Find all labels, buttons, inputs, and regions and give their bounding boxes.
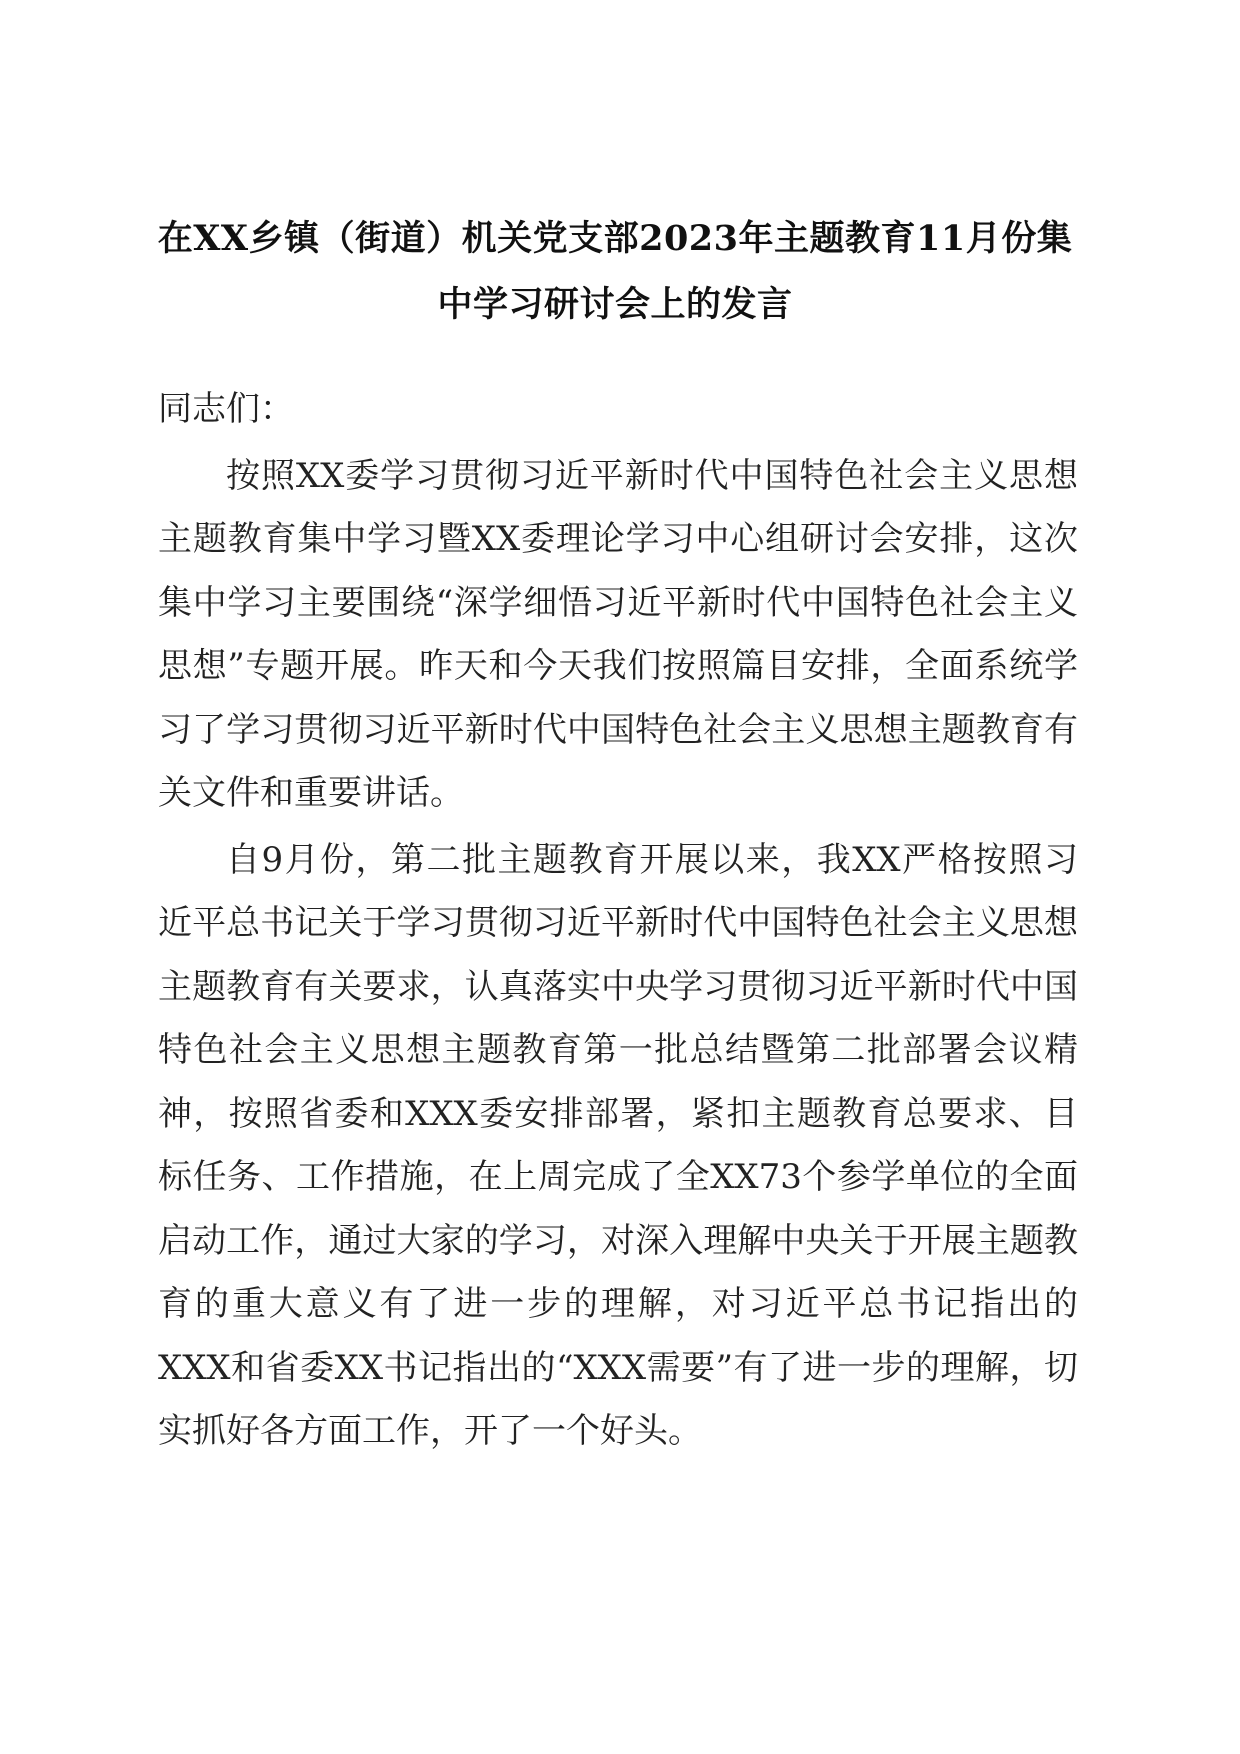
paragraph-2: 自9月份，第二批主题教育开展以来，我XX严格按照习近平总书记关于学习贯彻习近平新时代中国特色社会主义思想主题教育有关要求，认真落实中央学习贯彻习近平新时代中国特色社会主义思想主题教育第一批总结暨第二批部署会议精神，按照省委和XXX委安排部署，紧扣主题教育总要求、目标任务、工作措施，在上周完成了全XX73个参学单位的全面启动工作，通过大家的学习，对深入理解中央关于开展主题教育的重大意义有了进一步的理解，对习近平总书记指出的XXX和省委XX书记指出的“XXX需要”有了进一步的理解，切实抓好各方面工作，开了一个好头。 [158,839,1078,1451]
document-title: 在XX乡镇（街道）机关党支部2023年主题教育11月份集中学习研讨会上的发言 [157,218,1073,325]
salutation: 同志们： [158,389,294,429]
paragraph-1: 按照XX委学习贯彻习近平新时代中国特色社会主义思想主题教育集中学习暨XX委理论学习中心组研讨会安排，这次集中学习主要围绕“深学细悟习近平新时代中国特色社会主义思想”专题开展。昨天和今天我们按照篇目安排，全面系统学习了学习贯彻习近平新时代中国特色社会主义思想主题教育有关文件和重要讲话。 [158,455,1078,813]
document-body [158,378,1078,1467]
